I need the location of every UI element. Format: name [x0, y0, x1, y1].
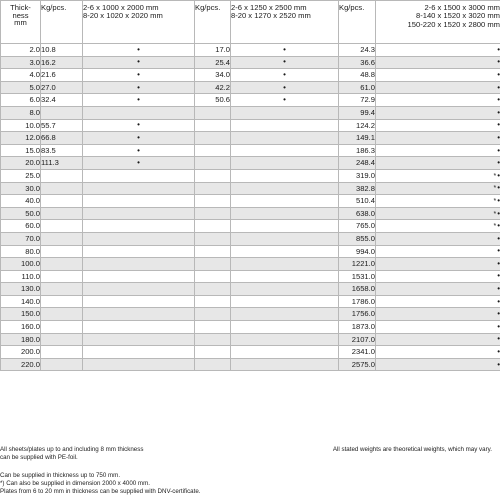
availability-dot-icon: • [137, 145, 140, 155]
availability-cell-3 [376, 232, 500, 245]
availability-dot-icon: • [137, 82, 140, 92]
availability-cell-3 [376, 169, 500, 182]
availability-cell-3 [376, 295, 500, 308]
kg-cell-2: 42.2 [195, 81, 231, 94]
availability-dot-icon: • [497, 233, 500, 243]
availability-dot-icon: • [497, 208, 500, 218]
availability-cell-3 [376, 220, 500, 233]
availability-cell-1 [83, 144, 195, 157]
table-row [1, 195, 500, 208]
kg-cell-1 [41, 106, 83, 119]
availability-cell-1 [83, 258, 195, 271]
availability-cell-2 [231, 245, 339, 258]
kg-cell-2 [195, 358, 231, 371]
kg-cell-1: 21.6 [41, 69, 83, 82]
availability-cell-1 [83, 132, 195, 145]
thickness-cell: 60.0 [1, 220, 41, 233]
availability-dot-icon: • [497, 95, 500, 105]
kg-cell-1: 55.7 [41, 119, 83, 132]
availability-dot-icon: • [497, 347, 500, 357]
kg-cell-1 [41, 182, 83, 195]
thickness-cell: 40.0 [1, 195, 41, 208]
asterisk-mark: * [493, 223, 497, 231]
kg-cell-3: 24.3 [339, 44, 376, 57]
availability-cell-1 [83, 44, 195, 57]
kg-cell-3: 1756.0 [339, 308, 376, 321]
availability-cell-3 [376, 56, 500, 69]
availability-dot-icon: • [497, 170, 500, 180]
availability-dot-icon: • [497, 44, 500, 54]
table-row [1, 321, 500, 334]
availability-dot-icon: • [497, 145, 500, 155]
availability-cell-1 [83, 308, 195, 321]
availability-cell-1 [83, 333, 195, 346]
kg-cell-3: 1221.0 [339, 258, 376, 271]
availability-dot-icon: • [137, 120, 140, 130]
kg-cell-1 [41, 308, 83, 321]
thickness-cell: 2.0 [1, 44, 41, 57]
availability-dot-icon: • [497, 296, 500, 306]
kg-cell-3: 124.2 [339, 119, 376, 132]
dimension-header-2: 2-6 x 1250 x 2500 mm 8-20 x 1270 x 2520 mm [231, 1, 339, 44]
table-row [1, 333, 500, 346]
thickness-cell: 20.0 [1, 157, 41, 170]
kg-cell-2 [195, 207, 231, 220]
thickness-cell: 80.0 [1, 245, 41, 258]
availability-dot-icon: • [137, 44, 140, 54]
table-row [1, 132, 500, 145]
table-row [1, 94, 500, 107]
kg-cell-2 [195, 169, 231, 182]
kg-cell-2: 50.6 [195, 94, 231, 107]
thickness-cell: 15.0 [1, 144, 41, 157]
kg-cell-3: 149.1 [339, 132, 376, 145]
availability-dot-icon: • [497, 309, 500, 319]
kg-cell-3: 2341.0 [339, 346, 376, 359]
availability-cell-2 [231, 346, 339, 359]
kg-cell-3: 61.0 [339, 81, 376, 94]
thickness-cell: 25.0 [1, 169, 41, 182]
supply-note-1: Can be supplied in thickness up to 750 mm. [0, 472, 121, 479]
availability-dot-icon: • [497, 359, 500, 369]
availability-dot-icon: • [137, 95, 140, 105]
availability-cell-1 [83, 245, 195, 258]
availability-cell-2 [231, 144, 339, 157]
table-row [1, 232, 500, 245]
table-row [1, 283, 500, 296]
availability-dot-icon: • [497, 57, 500, 67]
table-row [1, 69, 500, 82]
kg-cell-1: 10.8 [41, 44, 83, 57]
table-row [1, 207, 500, 220]
availability-cell-3 [376, 270, 500, 283]
asterisk-mark: * [493, 172, 497, 180]
kg-cell-1: 111.3 [41, 157, 83, 170]
thickness-cell: 50.0 [1, 207, 41, 220]
availability-cell-2 [231, 333, 339, 346]
kg-header-2: Kg/pcs. [195, 1, 231, 44]
availability-cell-2 [231, 358, 339, 371]
table-row [1, 119, 500, 132]
availability-cell-3 [376, 157, 500, 170]
availability-dot-icon: • [137, 132, 140, 142]
kg-cell-1: 83.5 [41, 144, 83, 157]
availability-cell-2 [231, 232, 339, 245]
availability-cell-3 [376, 44, 500, 57]
thickness-cell: 10.0 [1, 119, 41, 132]
availability-cell-3 [376, 182, 500, 195]
availability-cell-1 [83, 270, 195, 283]
availability-cell-2 [231, 169, 339, 182]
availability-cell-1 [83, 94, 195, 107]
availability-cell-3 [376, 94, 500, 107]
kg-cell-3: 382.8 [339, 182, 376, 195]
theoretical-weights-note: All stated weights are theoretical weights, which may vary. [332, 446, 492, 453]
availability-dot-icon: • [283, 69, 286, 79]
thickness-cell: 160.0 [1, 321, 41, 334]
kg-header-1: Kg/pcs. [41, 1, 83, 44]
kg-cell-1: 66.8 [41, 132, 83, 145]
kg-cell-2 [195, 283, 231, 296]
kg-cell-3: 2107.0 [339, 333, 376, 346]
availability-cell-2 [231, 207, 339, 220]
table-row [1, 295, 500, 308]
availability-cell-2 [231, 195, 339, 208]
kg-cell-3: 1873.0 [339, 321, 376, 334]
thickness-cell: 4.0 [1, 69, 41, 82]
table-row [1, 157, 500, 170]
supply-note-3: Plates from 6 to 20 mm in thickness can be supplied with DNV-certificate. [0, 487, 201, 495]
kg-cell-1 [41, 283, 83, 296]
availability-cell-3 [376, 258, 500, 271]
availability-cell-3 [376, 358, 500, 371]
dimension-header-1: 2-6 x 1000 x 2000 mm 8-20 x 1020 x 2020 mm [83, 1, 195, 44]
availability-cell-2 [231, 270, 339, 283]
thickness-cell: 100.0 [1, 258, 41, 271]
availability-dot-icon: • [497, 82, 500, 92]
table-row [1, 169, 500, 182]
availability-cell-1 [83, 207, 195, 220]
availability-cell-3 [376, 321, 500, 334]
kg-cell-2 [195, 182, 231, 195]
availability-cell-2 [231, 44, 339, 57]
availability-cell-2 [231, 308, 339, 321]
availability-cell-2 [231, 295, 339, 308]
kg-cell-2 [195, 295, 231, 308]
availability-cell-3 [376, 119, 500, 132]
kg-cell-3: 186.3 [339, 144, 376, 157]
table-row [1, 56, 500, 69]
availability-dot-icon: • [497, 195, 500, 205]
availability-dot-icon: • [497, 183, 500, 193]
table-row [1, 44, 500, 57]
thickness-cell: 6.0 [1, 94, 41, 107]
kg-cell-3: 510.4 [339, 195, 376, 208]
kg-cell-1 [41, 258, 83, 271]
table-row [1, 220, 500, 233]
availability-dot-icon: • [497, 334, 500, 344]
kg-cell-3: 48.8 [339, 69, 376, 82]
kg-cell-1 [41, 195, 83, 208]
table-body [1, 44, 500, 371]
availability-cell-1 [83, 119, 195, 132]
thickness-cell: 3.0 [1, 56, 41, 69]
availability-cell-1 [83, 358, 195, 371]
availability-cell-2 [231, 157, 339, 170]
availability-cell-1 [83, 195, 195, 208]
availability-cell-1 [83, 182, 195, 195]
availability-cell-3 [376, 308, 500, 321]
kg-cell-3: 319.0 [339, 169, 376, 182]
availability-cell-3 [376, 106, 500, 119]
availability-cell-3 [376, 245, 500, 258]
availability-dot-icon: • [497, 221, 500, 231]
thickness-cell: 12.0 [1, 132, 41, 145]
kg-cell-3: 72.9 [339, 94, 376, 107]
table-header-row [1, 1, 500, 44]
availability-dot-icon: • [137, 57, 140, 67]
table-row [1, 358, 500, 371]
availability-dot-icon: • [283, 57, 286, 67]
availability-cell-1 [83, 157, 195, 170]
availability-cell-1 [83, 220, 195, 233]
availability-dot-icon: • [137, 158, 140, 168]
kg-cell-1 [41, 333, 83, 346]
kg-cell-3: 1658.0 [339, 283, 376, 296]
table-row [1, 106, 500, 119]
thickness-cell: 30.0 [1, 182, 41, 195]
thickness-header: Thick- ness mm [1, 1, 41, 44]
table-row [1, 346, 500, 359]
kg-cell-2 [195, 157, 231, 170]
availability-cell-3 [376, 333, 500, 346]
thickness-cell: 200.0 [1, 346, 41, 359]
kg-cell-2 [195, 321, 231, 334]
kg-cell-2 [195, 245, 231, 258]
kg-cell-3: 994.0 [339, 245, 376, 258]
table-row [1, 144, 500, 157]
table-row [1, 258, 500, 271]
kg-cell-1 [41, 169, 83, 182]
availability-cell-1 [83, 283, 195, 296]
kg-cell-2 [195, 308, 231, 321]
availability-cell-2 [231, 81, 339, 94]
asterisk-mark: * [493, 210, 497, 218]
kg-cell-3: 36.6 [339, 56, 376, 69]
asterisk-mark: * [493, 185, 497, 193]
supply-note-2: *) Can also be supplied in dimension 2000 x 4000 mm. [0, 479, 150, 487]
thickness-cell: 110.0 [1, 270, 41, 283]
thickness-cell: 8.0 [1, 106, 41, 119]
availability-dot-icon: • [497, 107, 500, 117]
availability-cell-2 [231, 56, 339, 69]
kg-cell-3: 638.0 [339, 207, 376, 220]
thickness-cell: 70.0 [1, 232, 41, 245]
kg-cell-2 [195, 220, 231, 233]
kg-cell-1: 32.4 [41, 94, 83, 107]
kg-cell-2: 25.4 [195, 56, 231, 69]
thickness-cell: 130.0 [1, 283, 41, 296]
kg-cell-3: 248.4 [339, 157, 376, 170]
availability-dot-icon: • [497, 158, 500, 168]
availability-cell-3 [376, 69, 500, 82]
availability-cell-3 [376, 132, 500, 145]
kg-cell-2 [195, 106, 231, 119]
table-row [1, 270, 500, 283]
availability-cell-2 [231, 94, 339, 107]
kg-cell-1 [41, 295, 83, 308]
kg-cell-2 [195, 346, 231, 359]
availability-dot-icon: • [497, 271, 500, 281]
availability-dot-icon: • [497, 132, 500, 142]
availability-cell-2 [231, 321, 339, 334]
kg-cell-3: 765.0 [339, 220, 376, 233]
availability-cell-1 [83, 69, 195, 82]
availability-dot-icon: • [497, 321, 500, 331]
availability-cell-3 [376, 195, 500, 208]
availability-cell-2 [231, 106, 339, 119]
availability-cell-1 [83, 321, 195, 334]
availability-cell-1 [83, 346, 195, 359]
kg-cell-1 [41, 245, 83, 258]
availability-dot-icon: • [137, 69, 140, 79]
availability-cell-3 [376, 346, 500, 359]
availability-cell-1 [83, 81, 195, 94]
availability-dot-icon: • [283, 95, 286, 105]
kg-cell-2 [195, 333, 231, 346]
table-row [1, 308, 500, 321]
availability-cell-3 [376, 144, 500, 157]
supply-notes [0, 472, 500, 495]
availability-cell-1 [83, 169, 195, 182]
kg-cell-1 [41, 207, 83, 220]
availability-dot-icon: • [497, 284, 500, 294]
kg-cell-1 [41, 358, 83, 371]
kg-cell-2 [195, 119, 231, 132]
availability-cell-2 [231, 132, 339, 145]
kg-cell-2: 17.0 [195, 44, 231, 57]
availability-cell-2 [231, 69, 339, 82]
kg-cell-2 [195, 144, 231, 157]
thickness-cell: 180.0 [1, 333, 41, 346]
availability-cell-1 [83, 106, 195, 119]
kg-cell-1: 16.2 [41, 56, 83, 69]
availability-dot-icon: • [283, 82, 286, 92]
kg-cell-1 [41, 220, 83, 233]
availability-cell-1 [83, 295, 195, 308]
kg-cell-2 [195, 258, 231, 271]
kg-cell-1 [41, 270, 83, 283]
availability-cell-2 [231, 283, 339, 296]
availability-cell-3 [376, 207, 500, 220]
thickness-cell: 140.0 [1, 295, 41, 308]
kg-header-3: Kg/pcs. [339, 1, 376, 44]
availability-cell-2 [231, 258, 339, 271]
availability-dot-icon: • [497, 258, 500, 268]
availability-dot-icon: • [497, 69, 500, 79]
kg-cell-3: 1786.0 [339, 295, 376, 308]
table-row [1, 182, 500, 195]
thickness-cell: 220.0 [1, 358, 41, 371]
kg-cell-1 [41, 346, 83, 359]
kg-cell-2 [195, 270, 231, 283]
kg-cell-3: 2575.0 [339, 358, 376, 371]
availability-cell-1 [83, 232, 195, 245]
kg-cell-1: 27.0 [41, 81, 83, 94]
thickness-cell: 5.0 [1, 81, 41, 94]
kg-cell-2 [195, 132, 231, 145]
availability-dot-icon: • [283, 44, 286, 54]
asterisk-mark: * [493, 197, 497, 205]
availability-cell-2 [231, 119, 339, 132]
dimension-header-3: 2-6 x 1500 x 3000 mm 8-140 x 1520 x 3020 mm 150-220 x 1520 x 2800 mm [376, 1, 500, 44]
kg-cell-3: 855.0 [339, 232, 376, 245]
kg-cell-3: 1531.0 [339, 270, 376, 283]
table-row [1, 245, 500, 258]
thickness-cell: 150.0 [1, 308, 41, 321]
availability-cell-3 [376, 283, 500, 296]
pe-foil-note: All sheets/plates up to and including 8 mm thickness can be supplied with PE-foil. [0, 446, 144, 461]
kg-cell-3: 99.4 [339, 106, 376, 119]
availability-cell-3 [376, 81, 500, 94]
availability-dot-icon: • [497, 120, 500, 130]
kg-cell-1 [41, 321, 83, 334]
kg-cell-2: 34.0 [195, 69, 231, 82]
kg-cell-1 [41, 232, 83, 245]
kg-cell-2 [195, 195, 231, 208]
kg-cell-2 [195, 232, 231, 245]
table-row [1, 81, 500, 94]
availability-dot-icon: • [497, 246, 500, 256]
availability-cell-2 [231, 220, 339, 233]
availability-cell-1 [83, 56, 195, 69]
availability-cell-2 [231, 182, 339, 195]
